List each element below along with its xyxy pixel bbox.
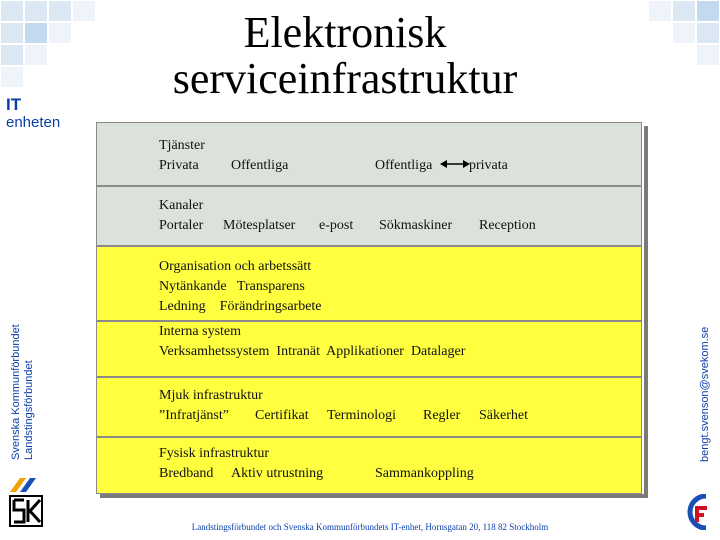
sk-logo-icon <box>6 478 46 530</box>
layer-item: Mötesplatser <box>223 218 296 233</box>
it-enheten-logo <box>6 96 60 132</box>
side-label-left-line1: Svenska Kommunförbundet <box>10 324 22 460</box>
side-label-left-line2: Landstingsförbundet <box>23 360 35 460</box>
it-logo-subtext: enheten <box>6 114 61 131</box>
layer-item: Aktiv utrustning <box>231 466 324 481</box>
layer-line: Verksamhetssystem Intranät Applikationer Datalager <box>159 344 466 359</box>
layer-item: Privata <box>159 158 199 173</box>
side-label-email: bengt.svenson@svekom.se <box>699 326 711 462</box>
layer-heading: Mjuk infrastruktur <box>159 388 263 403</box>
layer-item: privata <box>469 158 508 173</box>
layer-item: Sammankoppling <box>375 466 474 481</box>
footer-address: Landstingsförbundet och Svenska Kommunförbundets IT-enhet, Hornsgatan 20, 118 82 Stockholm <box>191 522 549 532</box>
corner-grid-top-left <box>0 0 96 90</box>
it-logo-text: IT <box>6 95 22 114</box>
layer-heading: Interna system <box>159 324 242 339</box>
layer-item: Bredband <box>159 466 214 481</box>
layer-heading: Tjänster <box>159 138 205 153</box>
layer-tjanster <box>96 122 642 186</box>
layer-kanaler <box>96 186 642 246</box>
layer-item: Säkerhet <box>479 408 528 423</box>
layer-fysisk-infrastruktur <box>96 437 642 494</box>
layer-item: Offentliga <box>375 158 433 173</box>
lf-logo-icon <box>684 494 714 530</box>
layer-item: Reception <box>479 218 536 233</box>
page-title: Elektronisk serviceinfrastruktur <box>172 8 518 103</box>
side-label-left <box>10 260 36 460</box>
layer-item: Terminologi <box>327 408 397 423</box>
layer-item: e-post <box>319 218 354 233</box>
layer-heading: Fysisk infrastruktur <box>159 446 270 461</box>
infrastructure-diagram <box>96 122 644 494</box>
layer-mjuk-infrastruktur <box>96 377 642 437</box>
layer-line: Ledning Förändringsarbete <box>159 299 322 314</box>
layer-organisation <box>96 246 642 321</box>
layer-line: Nytänkande Transparens <box>159 279 305 294</box>
layer-item: Certifikat <box>255 408 309 423</box>
layer-item: ”Infratjänst” <box>159 408 229 423</box>
corner-grid-top-right <box>624 0 720 70</box>
layer-item: Sökmaskiner <box>379 218 453 233</box>
layer-item: Portaler <box>159 218 204 233</box>
layer-item: Offentliga <box>231 158 289 173</box>
layer-heading: Kanaler <box>159 198 204 213</box>
double-arrow-icon <box>440 158 470 170</box>
layer-interna-system <box>96 321 642 377</box>
layer-heading: Organisation och arbetssätt <box>159 259 312 274</box>
layer-item: Regler <box>423 408 461 423</box>
